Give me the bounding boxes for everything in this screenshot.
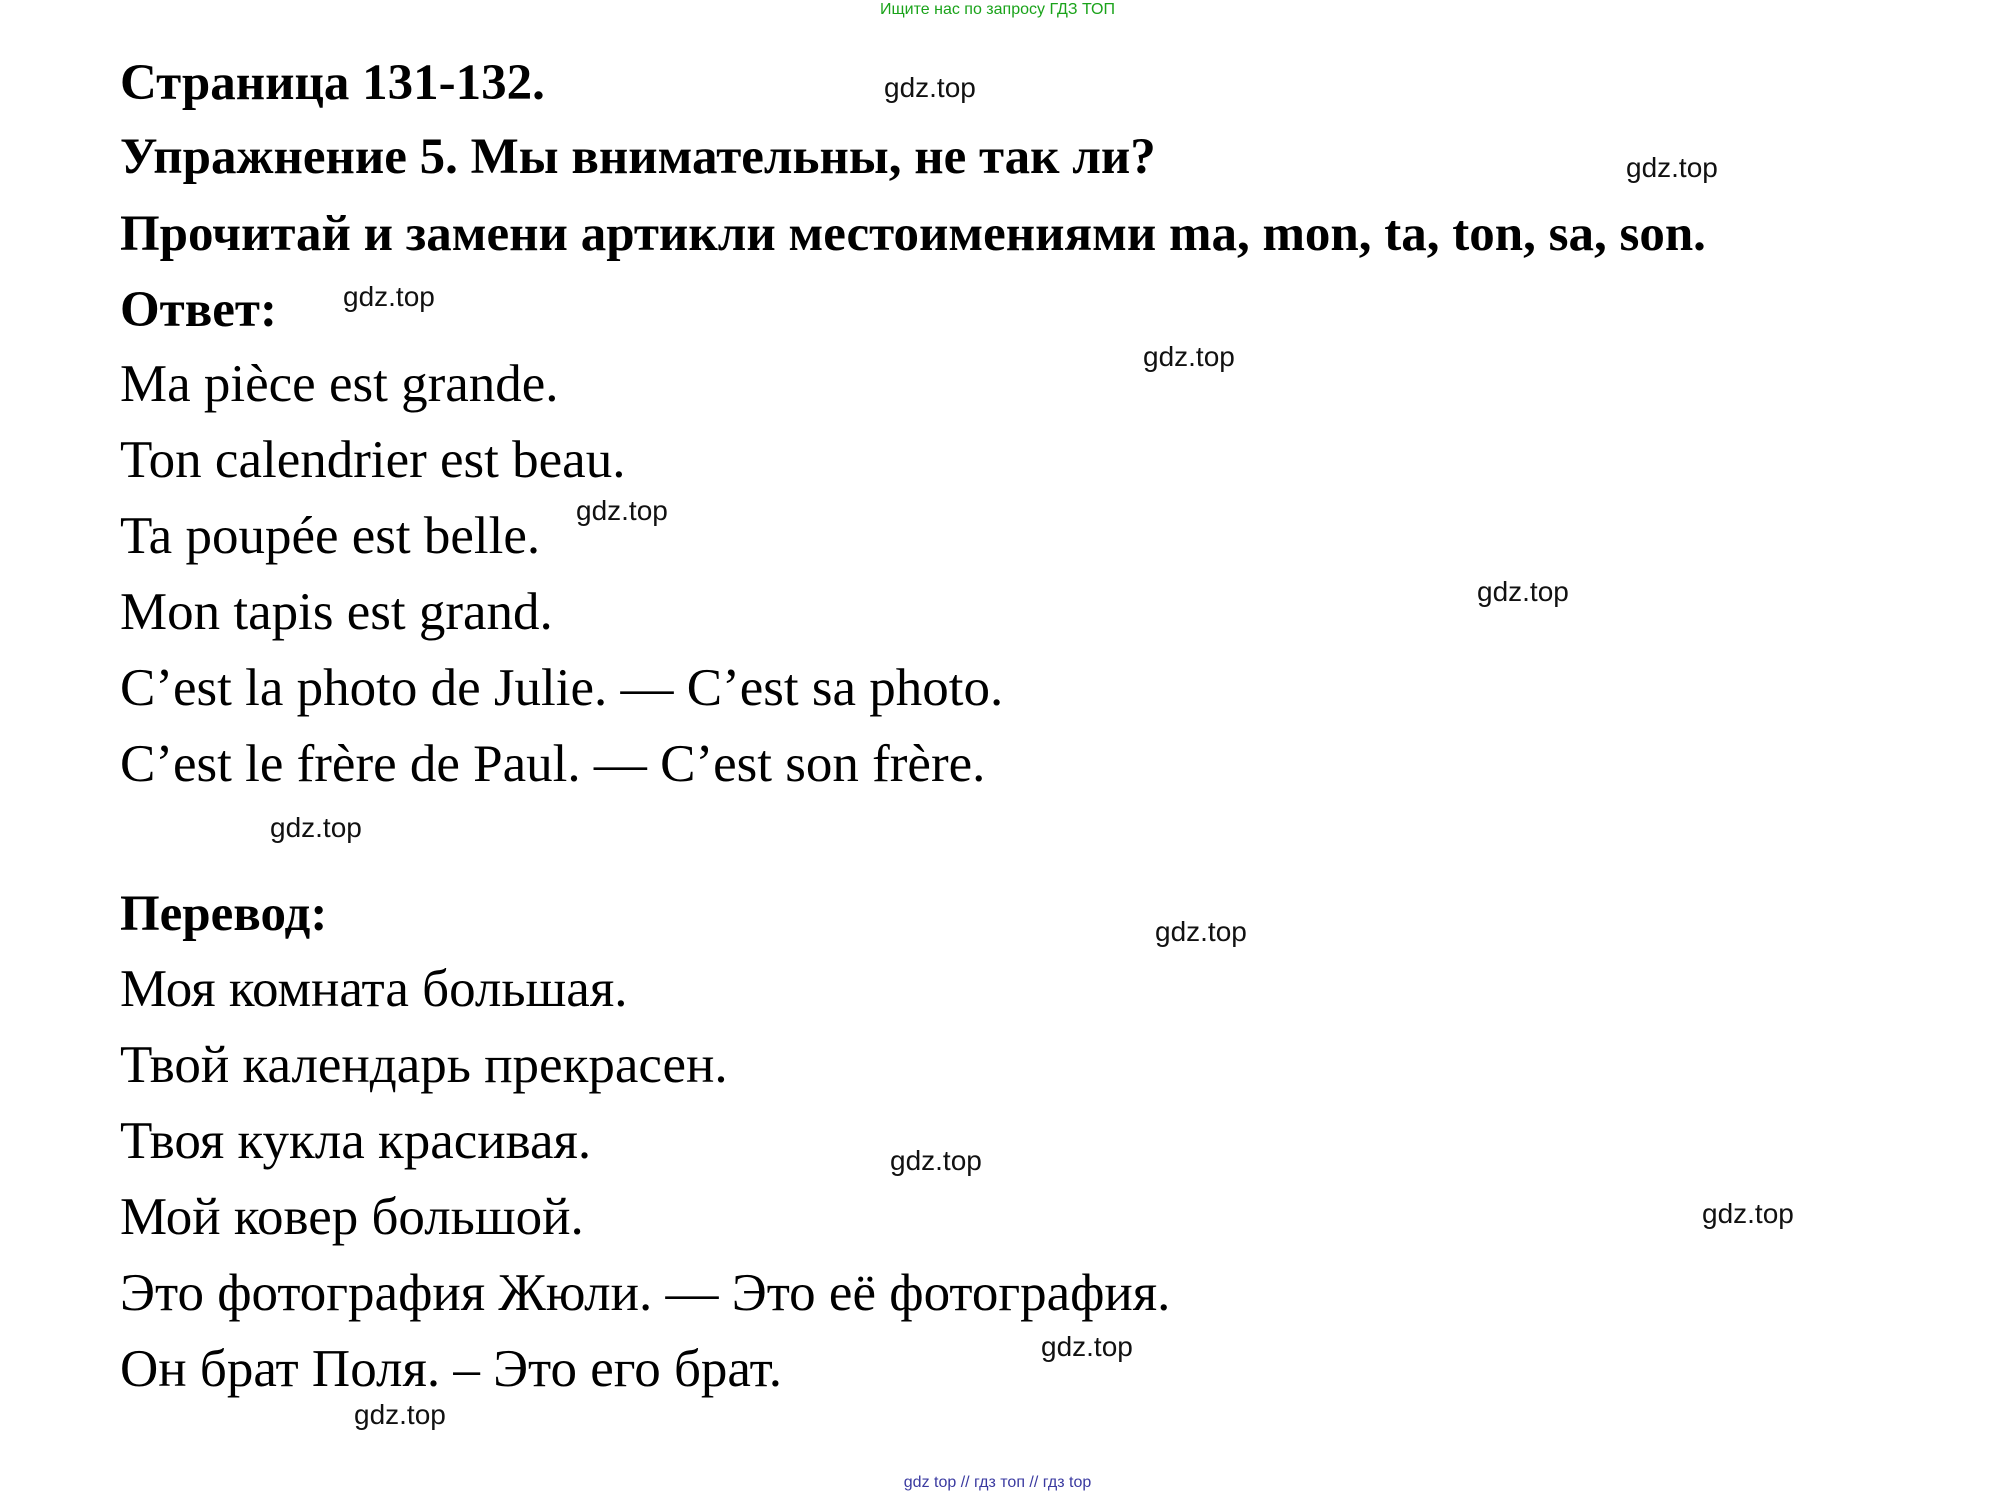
watermark: gdz.top xyxy=(884,72,976,103)
translation-line: Мой ковер большой. xyxy=(120,1188,584,1246)
watermark: gdz.top xyxy=(1702,1198,1794,1229)
watermark: gdz.top xyxy=(1155,916,1247,947)
answer-line: C’est le frère de Paul. — C’est son frère. xyxy=(120,735,986,793)
watermark: gdz.top xyxy=(1477,576,1569,607)
answer-line: Mon tapis est grand. xyxy=(120,583,553,641)
watermark: gdz.top xyxy=(354,1399,446,1430)
answer-line: Ton calendrier est beau. xyxy=(120,431,626,489)
translation-heading: Перевод: xyxy=(120,886,328,942)
exercise-title: Упражнение 5. Мы внимательны, не так ли? xyxy=(120,129,1156,185)
watermark: gdz.top xyxy=(1143,341,1235,372)
watermark: gdz.top xyxy=(576,495,668,526)
watermark: gdz.top xyxy=(343,281,435,312)
translation-line: Твой календарь прекрасен. xyxy=(120,1036,728,1094)
translation-line: Твоя кукла красивая. xyxy=(120,1112,592,1170)
watermark: gdz.top xyxy=(1041,1331,1133,1362)
watermark: gdz.top xyxy=(1626,152,1718,183)
translation-line: Моя комната большая. xyxy=(120,960,628,1018)
page-title: Страница 131-132. xyxy=(120,55,545,111)
answer-heading: Ответ: xyxy=(120,282,277,338)
watermark: gdz.top xyxy=(890,1145,982,1176)
translation-line: Он брат Поля. – Это его брат. xyxy=(120,1340,783,1398)
top-banner: Ищите нас по запросу ГДЗ ТОП xyxy=(880,1,1115,18)
bottom-banner: gdz top // гдз топ // гдз top xyxy=(903,1474,1092,1491)
answer-line: Ma pièce est grande. xyxy=(120,355,559,413)
answer-line: Ta poupée est belle. xyxy=(120,507,541,565)
translation-line: Это фотография Жюли. — Это её фотография. xyxy=(120,1264,1171,1322)
answer-line: C’est la photo de Julie. — C’est sa photo. xyxy=(120,659,1004,717)
instruction: Прочитай и замени артикли местоимениями ma, mon, ta, ton, sa, son. xyxy=(120,206,1706,262)
watermark: gdz.top xyxy=(270,812,362,843)
